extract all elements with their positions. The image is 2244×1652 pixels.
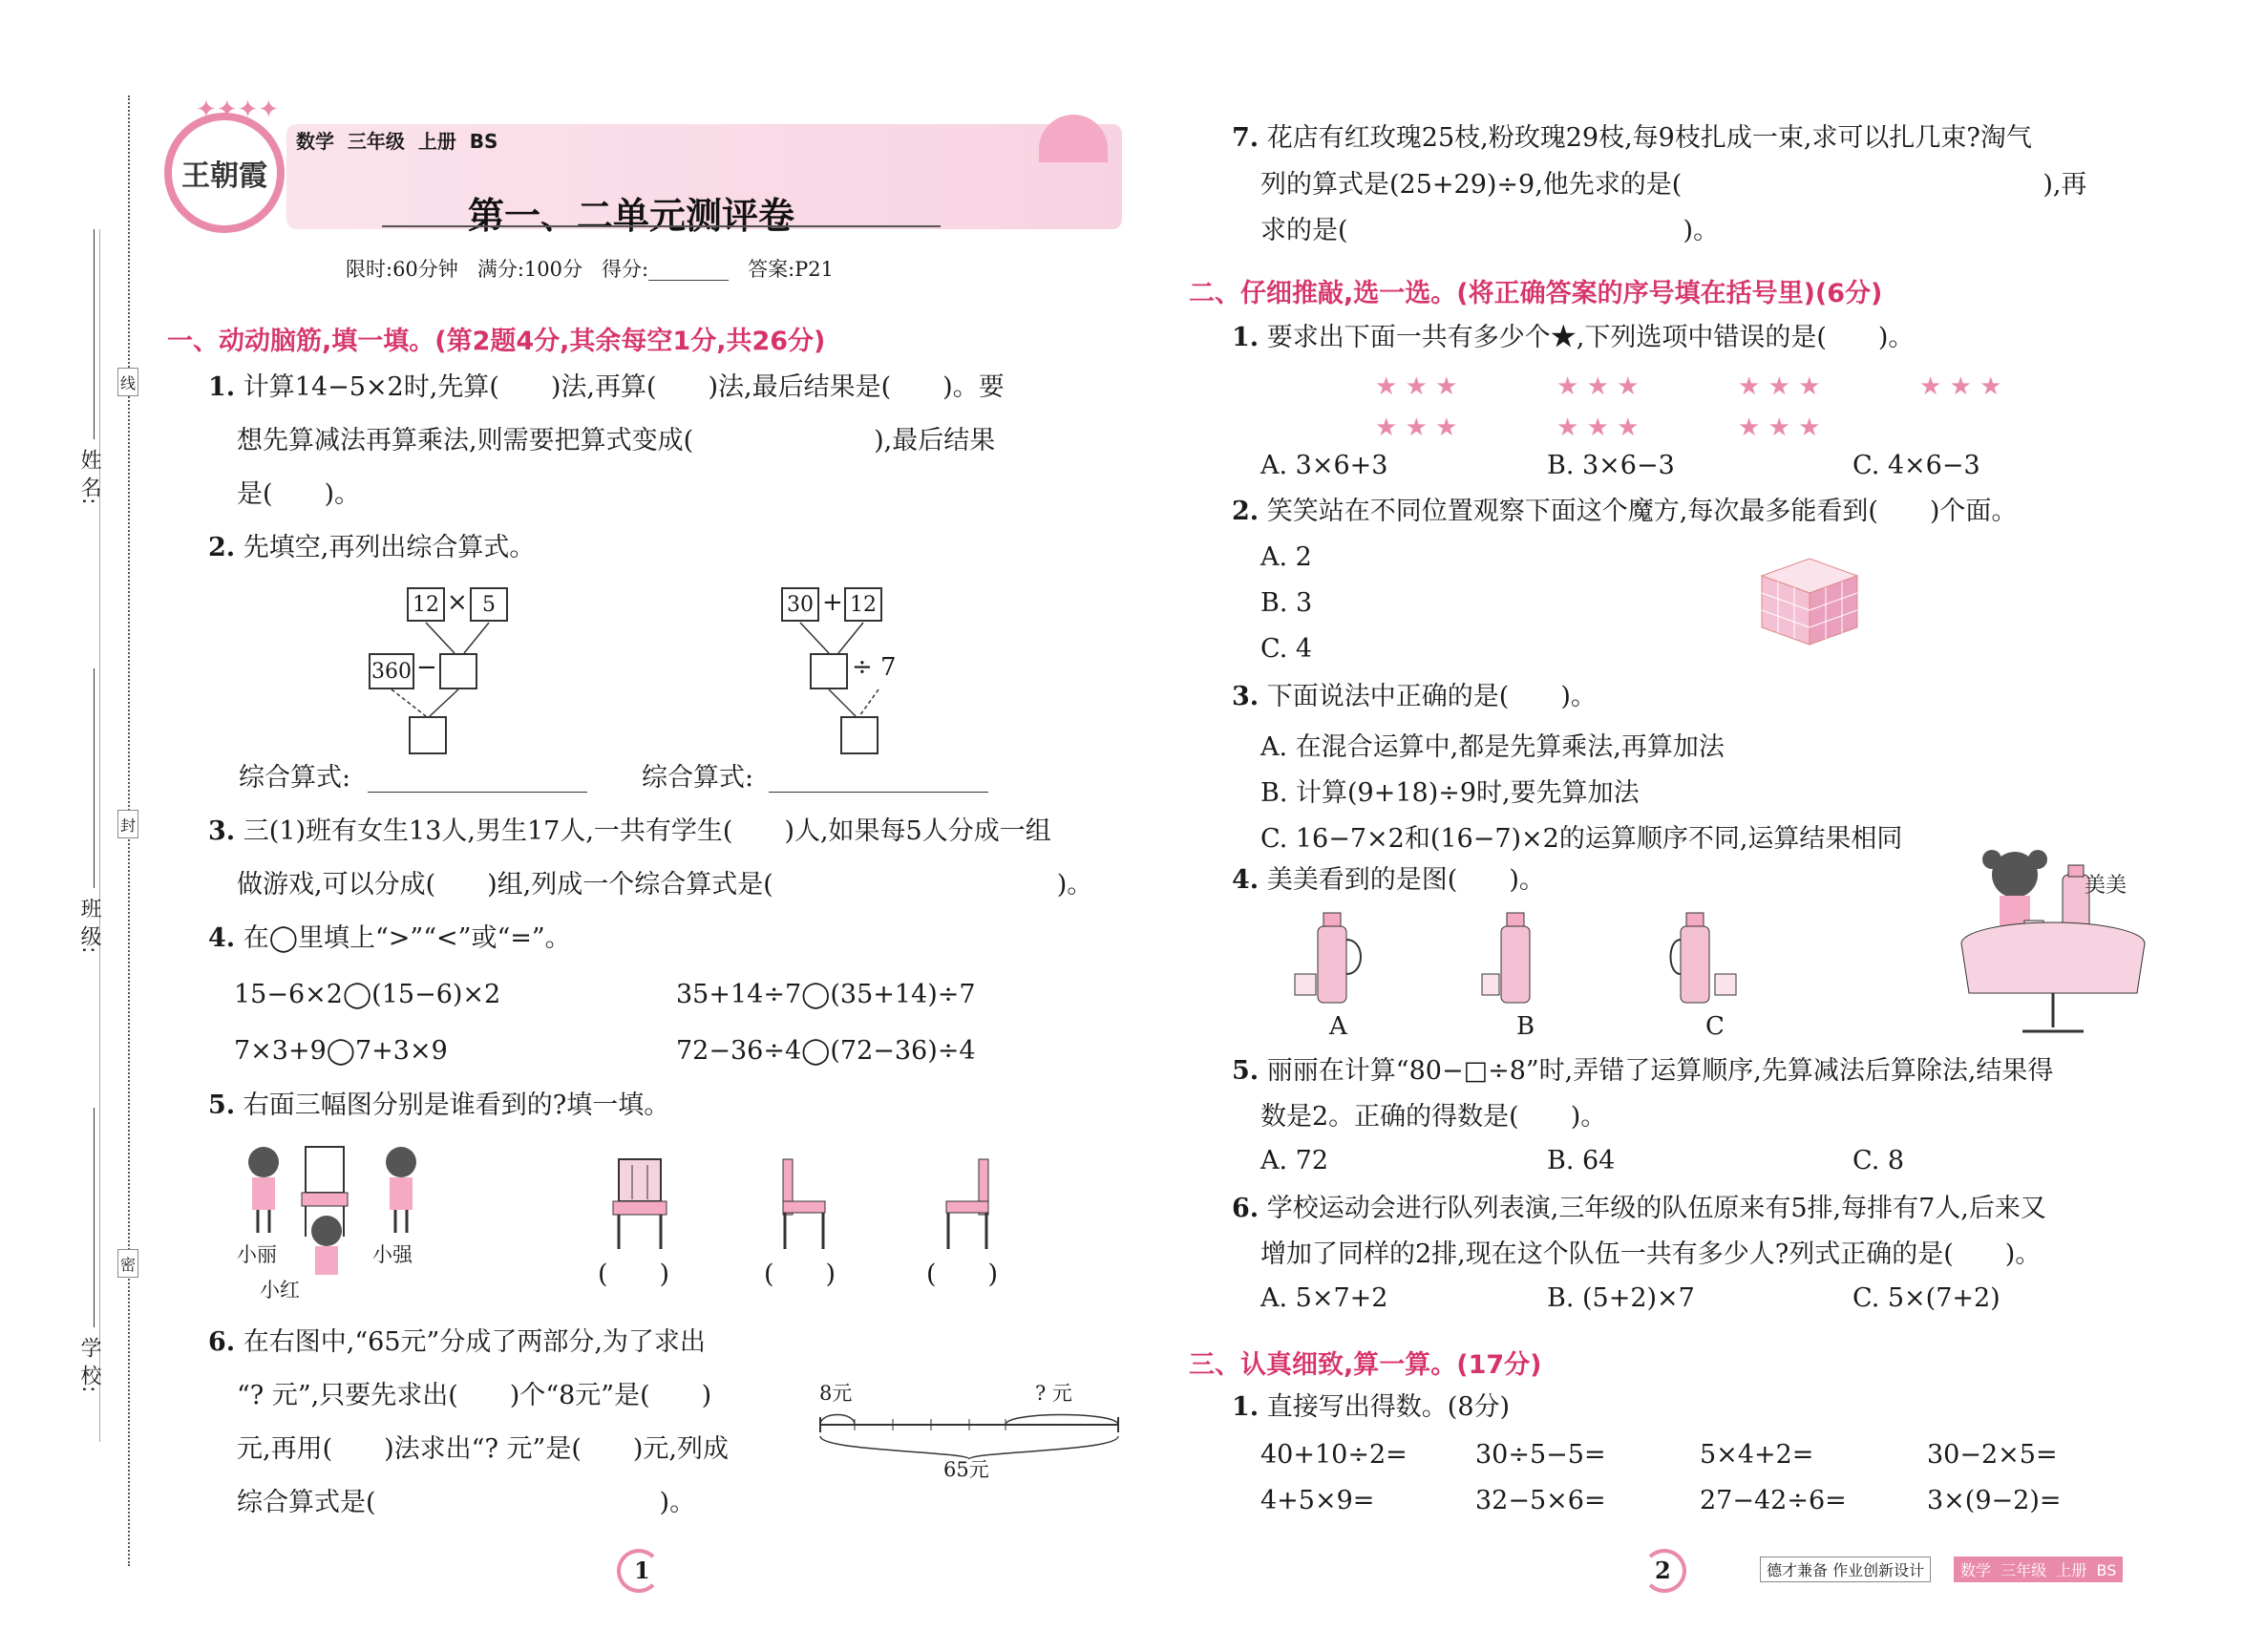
q2-6-line1: 学校运动会进行队列表演,三年级的队伍原来有5排,每排有7人,后来又	[1266, 1194, 2046, 1223]
tree-right-lines	[783, 611, 917, 726]
tag-seal: 封	[117, 810, 138, 838]
choice[interactable]: A. 2	[1260, 542, 1312, 572]
q-number: 2.	[1232, 497, 1260, 526]
q1-1	[208, 371, 1005, 405]
choice[interactable]: A. 3×6+3	[1260, 451, 1388, 480]
q2-5	[1232, 1054, 2053, 1089]
q1-6-line4: 综合算式是( )。	[237, 1488, 696, 1517]
q-number: 2.	[208, 533, 236, 562]
binding-solid-line	[99, 229, 100, 1442]
star-group	[1738, 368, 1820, 450]
thermos-view-a	[1289, 907, 1385, 1012]
q1-3-line1: 三(1)班有女生13人,男生17人,一共有学生( )人,如果每5人分成一组	[243, 816, 1051, 846]
q1-6-line2: “? 元”,只要先求出( )个“8元”是( )	[237, 1381, 712, 1410]
meimei-label: 美美	[2085, 874, 2128, 898]
q-number: 4.	[1232, 865, 1260, 895]
q-number: 5.	[1232, 1056, 1260, 1086]
rubiks-cube-illustration	[1752, 549, 1863, 648]
kid-name-xiaohong: 小红	[260, 1279, 300, 1302]
segment-left-label: 8元	[819, 1382, 853, 1405]
q2-3	[1232, 680, 1597, 714]
formula-blank-left[interactable]	[368, 792, 587, 793]
page-number-1: 1	[634, 1557, 650, 1584]
compare-item[interactable]: 35+14÷7◯(35+14)÷7	[676, 980, 976, 1009]
chair-answer-blank[interactable]: ( )	[764, 1260, 836, 1289]
tree-right-a: 30	[781, 587, 819, 622]
kid-name-xiaoqiang: 小强	[372, 1243, 413, 1266]
calc-item[interactable]: 5×4+2=	[1700, 1440, 1814, 1470]
thermos-label-c: C	[1705, 1012, 1725, 1041]
q1-1-line2: 想先算减法再算乘法,则需要把算式变成( ),最后结果	[237, 426, 996, 455]
q1-6-line1: 在右图中,“65元”分成了两部分,为了求出	[243, 1327, 706, 1357]
q2-1-text: 要求出下面一共有多少个★,下列选项中错误的是( )。	[1266, 323, 1915, 352]
logo-text: 王朝霞	[181, 159, 267, 193]
calc-item[interactable]: 4+5×9=	[1260, 1486, 1375, 1515]
q1-2	[208, 531, 535, 565]
chair-view-3	[939, 1155, 996, 1251]
star-icon: ★ ★ ★	[1919, 372, 2002, 401]
choice[interactable]: C. 16−7×2和(16−7)×2的运算顺序不同,运算结果相同	[1260, 824, 1903, 854]
formula-label-right	[642, 761, 753, 795]
q2-4-text: 美美看到的是图( )。	[1266, 865, 1545, 895]
formula-label-text: 综合算式:	[239, 763, 351, 793]
title-underline	[382, 225, 941, 227]
tree-left-lines	[363, 611, 525, 726]
tree-left-b: 5	[470, 587, 508, 622]
name-line	[94, 229, 95, 439]
q1-5-text: 右面三幅图分别是谁看到的?填一填。	[243, 1091, 670, 1120]
q1-1-line3: 是( )。	[237, 479, 361, 509]
tree-right-b: 12	[844, 587, 882, 622]
star-icon: ★ ★ ★	[1375, 372, 1458, 401]
q1-1-line1: 计算14−5×2时,先算( )法,再算( )法,最后结果是( )。要	[243, 372, 1005, 402]
q1-5	[208, 1089, 669, 1123]
choice[interactable]: A. 在混合运算中,都是先算乘法,再算加法	[1260, 732, 1725, 762]
q2-6-line2: 增加了同样的2排,现在这个队伍一共有多少人?列式正确的是( )。	[1260, 1239, 2042, 1269]
logo-badge	[164, 113, 285, 233]
q2-2	[1232, 495, 2017, 529]
class-label: 班 级:	[77, 898, 101, 954]
compare-item[interactable]: 7×3+9◯7+3×9	[234, 1036, 448, 1066]
sun-decoration-icon	[1039, 115, 1108, 162]
q-number: 3.	[208, 816, 236, 846]
tree-right-op2: ÷ 7	[852, 653, 897, 682]
class-line	[94, 668, 95, 888]
choice[interactable]: C. 4×6−3	[1852, 451, 1980, 480]
compare-item[interactable]: 15−6×2◯(15−6)×2	[234, 980, 501, 1009]
q3-1-text: 直接写出得数。(8分)	[1266, 1392, 1511, 1422]
q2-1	[1232, 321, 1914, 355]
formula-label-text: 综合算式:	[642, 763, 754, 793]
q7-line1: 花店有红玫瑰25枝,粉玫瑰29枝,每9枝扎成一束,求可以扎几束?淘气	[1266, 123, 2032, 153]
q1-4-text: 在◯里填上“>”“<”或“=”。	[243, 923, 571, 953]
q-number: 6.	[1232, 1194, 1260, 1223]
choice[interactable]: B. 64	[1547, 1146, 1616, 1175]
binding-strip	[0, 0, 143, 1652]
tree-left-op2: −	[416, 653, 437, 682]
compare-item[interactable]: 72−36÷4◯(72−36)÷4	[676, 1036, 976, 1066]
star-icon: ★ ★ ★	[1556, 413, 1640, 442]
tag-line: 线	[117, 368, 138, 396]
calc-item[interactable]: 30−2×5=	[1927, 1440, 2058, 1470]
thermos-view-c	[1662, 907, 1757, 1012]
star-groups	[1375, 368, 2043, 444]
school-label: 学 校:	[77, 1337, 101, 1393]
chair-answer-blank[interactable]: ( )	[926, 1260, 999, 1289]
q1-2-text: 先填空,再列出综合算式。	[243, 533, 536, 562]
footer-brand: 德才兼备 作业创新设计	[1760, 1557, 1931, 1582]
choice[interactable]: C. 8	[1852, 1146, 1905, 1175]
page-title: 第一、二单元测评卷	[468, 195, 795, 237]
chair-answer-blank[interactable]: ( )	[598, 1260, 670, 1289]
section1-title: 一、动动脑筋,填一填。(第2题4分,其余每空1分,共26分)	[167, 327, 826, 356]
choice[interactable]: C. 5×(7+2)	[1852, 1283, 2001, 1313]
star-group	[1556, 368, 1639, 450]
tree-left-c: 360	[369, 653, 414, 689]
choice[interactable]: C. 4	[1260, 634, 1313, 664]
tree-left-a: 12	[407, 587, 445, 622]
page-number-2: 2	[1655, 1557, 1671, 1584]
exam-meta: 限时:60分钟 满分:100分 得分:________ 答案:P21	[346, 258, 835, 281]
calc-item[interactable]: 3×(9−2)=	[1927, 1486, 2062, 1515]
logo-crown-icon: ✦✦✦✦	[196, 95, 280, 124]
q2-5-line2: 数是2。正确的得数是( )。	[1260, 1102, 1607, 1132]
thermos-view-b	[1478, 907, 1555, 1012]
chair-view-2	[775, 1155, 833, 1251]
q1-4	[208, 921, 571, 956]
q3-1	[1232, 1390, 1510, 1425]
q2-5-line1: 丽丽在计算“80−□÷8”时,弄错了运算顺序,先算减法后算除法,结果得	[1266, 1056, 2054, 1086]
q2-3-text: 下面说法中正确的是( )。	[1266, 682, 1597, 711]
q2-6	[1232, 1192, 2046, 1226]
tree-right-op1: +	[822, 588, 843, 617]
choice[interactable]: B. 计算(9+18)÷9时,要先算加法	[1260, 778, 1640, 808]
q-number: 1.	[208, 372, 236, 402]
choice[interactable]: B. 3	[1260, 588, 1313, 618]
star-icon: ★ ★ ★	[1738, 372, 1821, 401]
q7-line2: 列的算式是(25+29)÷9,他先求的是( ),再	[1260, 170, 2087, 200]
thermos-label-a: A	[1329, 1012, 1347, 1041]
kids-around-chair-illustration	[237, 1141, 428, 1294]
choice[interactable]: A. 5×7+2	[1260, 1283, 1388, 1313]
q-number: 3.	[1232, 682, 1260, 711]
calc-item[interactable]: 40+10÷2=	[1260, 1440, 1408, 1470]
q1-3	[208, 815, 1051, 849]
star-group	[1375, 368, 1457, 450]
star-icon: ★ ★ ★	[1375, 413, 1458, 442]
choice[interactable]: B. 3×6−3	[1547, 451, 1675, 480]
q1-3-line2: 做游戏,可以分成( )组,列成一个综合算式是( )。	[237, 870, 1093, 900]
q-number: 1.	[1232, 1392, 1260, 1422]
q-number: 6.	[208, 1327, 236, 1357]
q-number: 1.	[1232, 323, 1260, 352]
calc-item[interactable]: 27−42÷6=	[1700, 1486, 1847, 1515]
q2-4	[1232, 863, 1545, 898]
q1-6	[208, 1325, 706, 1360]
calc-item[interactable]: 30÷5−5=	[1475, 1440, 1606, 1470]
section3-title: 三、认真细致,算一算。(17分)	[1189, 1350, 1542, 1380]
tag-secret: 密	[117, 1249, 138, 1278]
choice[interactable]: B. (5+2)×7	[1547, 1283, 1695, 1313]
star-group	[1919, 368, 2001, 409]
kid-name-xiaoli: 小丽	[237, 1243, 277, 1266]
formula-blank-right[interactable]	[769, 792, 988, 793]
choice[interactable]: A. 72	[1260, 1146, 1329, 1175]
q2-2-text: 笑笑站在不同位置观察下面这个魔方,每次最多能看到( )个面。	[1266, 497, 2018, 526]
section2-title: 二、仔细推敲,选一选。(将正确答案的序号填在括号里)(6分)	[1189, 279, 1883, 308]
star-icon: ★ ★ ★	[1738, 413, 1821, 442]
thermos-label-b: B	[1516, 1012, 1535, 1041]
q1-6-line3: 元,再用( )法求出“? 元”是( )元,列成	[237, 1434, 729, 1464]
name-label: 姓 名:	[77, 449, 101, 505]
calc-item[interactable]: 32−5×6=	[1475, 1486, 1606, 1515]
q7-line3: 求的是( )。	[1260, 216, 1720, 245]
segment-total-label: 65元	[943, 1458, 989, 1481]
subject-tags: 数学 三年级 上册 BS	[296, 130, 498, 153]
q-number: 5.	[208, 1091, 236, 1120]
q-number: 4.	[208, 923, 236, 953]
star-icon: ★ ★ ★	[1556, 372, 1640, 401]
school-line	[94, 1108, 95, 1327]
chair-view-1	[611, 1155, 668, 1251]
q7	[1232, 121, 2032, 156]
segment-right-label: ? 元	[1035, 1382, 1072, 1405]
formula-label-left	[239, 761, 350, 795]
footer-tags: 数学 三年级 上册 BS	[1954, 1557, 2123, 1582]
q-number: 7.	[1232, 123, 1260, 153]
tree-left-op1: ×	[447, 588, 468, 617]
